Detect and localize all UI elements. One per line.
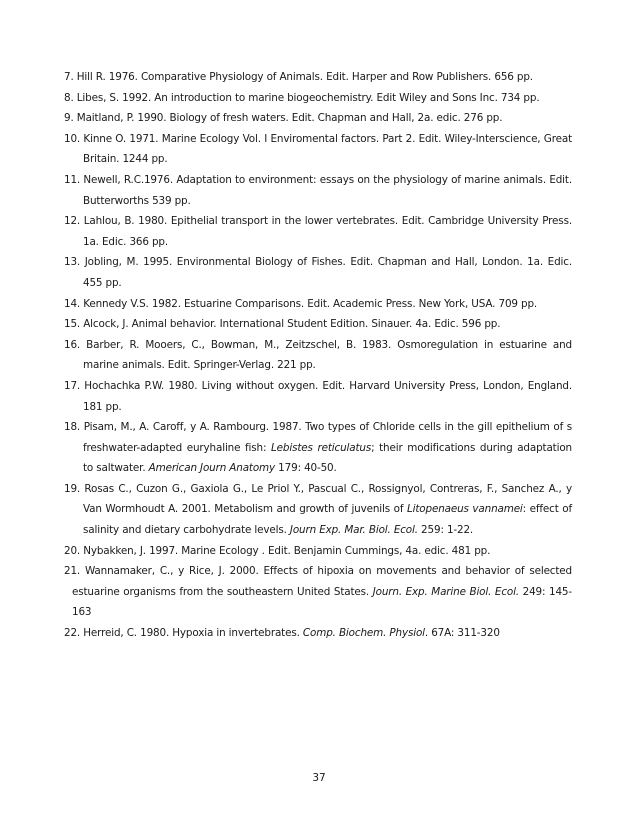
- reference-text: 21. Wannamaker, C., y Rice, J. 2000. Effects of hipoxia on movements and behavior of selected estuarine organisms from the southeastern United States.: [64, 565, 572, 598]
- reference-text: 17. Hochachka P.W. 1980. Living without oxygen. Edit. Harvard University Press, London, England. 181 pp.: [64, 379, 572, 413]
- reference-list: [64, 67, 572, 644]
- reference-entry: [64, 376, 572, 417]
- reference-text: 22. Herreid, C. 1980. Hypoxia in invertebrates.: [64, 627, 303, 640]
- reference-text: 19. Rosas C., Cuzon G., Gaxiola G., Le Priol Y., Pascual C., Rossignyol, Contreras, F., Sanchez A., y Van Wormhoudt A. 2001. Metabolism and growth of juvenils of: [64, 482, 572, 516]
- reference-entry: [64, 541, 572, 562]
- page-number: 37: [312, 772, 326, 784]
- reference-text: 249: 145-163: [72, 585, 572, 619]
- reference-entry: [64, 108, 572, 129]
- reference-text: ; their modifications during adaptation to saltwater.: [83, 441, 572, 475]
- reference-text: . 67A: 311-320: [424, 627, 500, 640]
- reference-entry: [64, 314, 572, 335]
- reference-text: 12. Lahlou, B. 1980. Epithelial transport in the lower vertebrates. Edit. Cambridge University Press. 1a. Edic. 366 pp.: [64, 215, 572, 248]
- reference-text: 18. Pisam, M., A. Caroff, y A. Rambourg. 1987. Two types of Chloride cells in the gill epithelium of s freshwater-adapted euryhaline fish:: [64, 421, 572, 454]
- reference-italic-text: Comp. Biochem. Physiol: [302, 627, 425, 640]
- reference-text: 20. Nybakken, J. 1997. Marine Ecology . Edit. Benjamin Cummings, 4a. edic. 481 pp.: [64, 544, 491, 557]
- reference-text: 7. Hill R. 1976. Comparative Physiology of Animals. Edit. Harper and Row Publishers. 656 pp.: [64, 71, 533, 83]
- reference-entry: [64, 211, 572, 252]
- reference-entry: [64, 417, 572, 479]
- reference-text: 13. Jobling, M. 1995. Environmental Biology of Fishes. Edit. Chapman and Hall, London. 1a. Edic. 455 pp.: [64, 256, 572, 289]
- reference-text: 16. Barber, R. Mooers, C., Bowman, M., Zeitzschel, B. 1983. Osmoregulation in estuarine and marine animals. Edit. Springer-Verlag. 221 pp.: [64, 338, 572, 372]
- reference-entry: [64, 88, 572, 109]
- reference-text: 179: 40-50.: [275, 462, 337, 475]
- reference-text: 11. Newell, R.C.1976. Adaptation to environment: essays on the physiology of marine animals. Edit. Butterworths 539 pp.: [64, 173, 572, 207]
- reference-entry: [64, 129, 572, 170]
- reference-text: 8. Libes, S. 1992. An introduction to marine biogeochemistry. Edit Wiley and Sons Inc. 734 pp.: [64, 91, 540, 104]
- reference-italic-text: American Journ Anatomy: [148, 462, 276, 475]
- reference-text: 14. Kennedy V.S. 1982. Estuarine Comparisons. Edit. Academic Press. New York, USA. 709 pp.: [64, 297, 538, 310]
- reference-text: 10. Kinne O. 1971. Marine Ecology Vol. I Enviromental factors. Part 2. Edit. Wiley-Interscience, Great Britain. 1244 pp.: [64, 132, 572, 166]
- reference-italic-text: Litopenaeus vannamei: [407, 503, 523, 516]
- reference-italic-text: Journ Exp. Mar. Biol. Ecol.: [289, 524, 418, 537]
- reference-entry: [64, 335, 572, 376]
- reference-entry: [64, 294, 572, 315]
- reference-italic-text: Lebistes reticulatus: [271, 441, 372, 454]
- reference-entry: [64, 67, 572, 88]
- reference-entry: [64, 252, 572, 293]
- reference-entry: [64, 561, 572, 623]
- reference-italic-text: Journ. Exp. Marine Biol. Ecol.: [372, 585, 519, 598]
- reference-entry: [64, 623, 572, 644]
- reference-entry: [64, 479, 572, 541]
- reference-entry: [64, 170, 572, 211]
- reference-text: : effect of salinity and dietary carbohydrate levels.: [83, 503, 572, 537]
- reference-text: 9. Maitland, P. 1990. Biology of fresh waters. Edit. Chapman and Hall, 2a. edic. 276 pp.: [64, 112, 503, 125]
- reference-text: 259: 1-22.: [417, 524, 474, 537]
- reference-text: 15. Alcock, J. Animal behavior. International Student Edition. Sinauer. 4a. Edic. 596 pp.: [64, 318, 501, 331]
